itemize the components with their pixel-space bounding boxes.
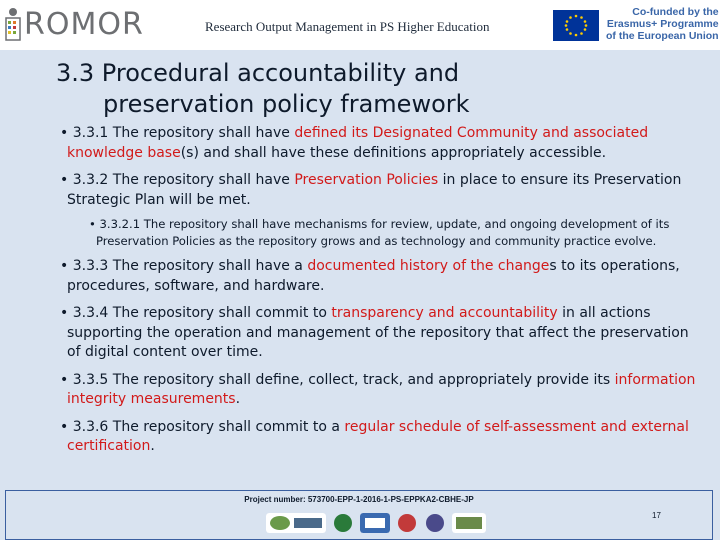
bullet-text: 3.3.5 The repository shall define, collect, track, and appropriately provide its bbox=[72, 371, 615, 388]
bullet-3-3-4: • 3.3.4 The repository shall commit to transparency and accountability in all actions supporting the operation and management of the repository that affect the preservation of digital content over time. bbox=[60, 305, 689, 360]
bullet-highlight: Preservation Policies bbox=[294, 172, 439, 188]
bullet-text: . bbox=[235, 391, 241, 407]
slide-title-line-2: preservation policy framework bbox=[103, 90, 470, 118]
bullet-text: 3.3.2 The repository shall have bbox=[72, 172, 295, 188]
bullet-text: in all actions supporting the operation and management of the repository that affect the preservation of digital content over time. bbox=[67, 305, 689, 360]
page-number: 17 bbox=[652, 511, 661, 520]
bullet-3-3-2: • 3.3.2 The repository shall have Preservation Policies in place to ensure its Preservation Strategic Plan will be met. bbox=[60, 172, 682, 208]
bullet-highlight: documented history of the change bbox=[307, 258, 550, 274]
header-title: Research Output Management in PS Higher Education bbox=[205, 19, 490, 34]
partner-logo-icon bbox=[452, 513, 486, 533]
partner-logo-icon bbox=[424, 513, 446, 533]
eu-line-3: of the European Union bbox=[606, 30, 719, 42]
bullet-3-3-1: • 3.3.1 The repository shall have defined its Designated Community and associated knowledge base(s) and shall have these definitions appropriately accessible. bbox=[60, 125, 649, 161]
bullet-highlight: information integrity measurements bbox=[67, 371, 696, 407]
partner-logo-icon bbox=[332, 513, 354, 533]
romor-logo-icon bbox=[4, 6, 22, 42]
eu-line-2: Erasmus+ Programme bbox=[606, 18, 719, 30]
partner-logo-icon bbox=[266, 513, 326, 533]
bullet-highlight: transparency and accountability bbox=[331, 305, 558, 321]
slide-footer bbox=[5, 490, 713, 540]
bullet-text: s to its operations, procedures, software, and hardware. bbox=[67, 258, 680, 294]
bullet-3-3-3: • 3.3.3 The repository shall have a documented history of the changes to its operations, procedures, software, and hardware. bbox=[60, 258, 680, 294]
bullet-3-3-6: • 3.3.6 The repository shall commit to a regular schedule of self-assessment and external certification. bbox=[60, 418, 689, 454]
slide-body bbox=[60, 124, 700, 465]
project-number: Project number: 573700-EPP-1-2016-1-PS-EPPKA2-CBHE-JP bbox=[244, 495, 474, 504]
slide-header bbox=[0, 0, 720, 50]
bullet-3-3-5: • 3.3.5 The repository shall define, collect, track, and appropriately provide its information integrity measurements. bbox=[60, 371, 696, 407]
logo-text: ROMOR bbox=[24, 6, 144, 42]
bullet-text: . bbox=[150, 438, 155, 454]
eu-cofunding-text bbox=[606, 6, 719, 42]
bullet-highlight: regular schedule of self-assessment and external certification bbox=[67, 418, 689, 454]
bullet-highlight: defined its Designated Community and associated knowledge base bbox=[67, 125, 649, 161]
eu-line-1: Co-funded by the bbox=[632, 6, 719, 18]
slide-title bbox=[56, 58, 696, 120]
bullet-text: in place to ensure its Preservation Strategic Plan will be met. bbox=[67, 172, 682, 208]
bullet-text: 3.3.1 The repository shall have bbox=[72, 125, 295, 141]
bullet-text: (s) and shall have these definitions appropriately accessible. bbox=[180, 144, 607, 161]
partner-logo-icon bbox=[360, 513, 390, 533]
romor-logo bbox=[4, 4, 144, 44]
bullet-3-3-2-1: • 3.3.2.1 The repository shall have mechanisms for review, update, and ongoing development of its Preservation Policies as the repository grows and as technology and community practice evolve. bbox=[89, 217, 670, 248]
slide-title-line-1: 3.3 Procedural accountability and bbox=[56, 59, 460, 87]
partner-logos bbox=[266, 511, 486, 535]
partner-logo-icon bbox=[396, 513, 418, 533]
bullet-text: 3.3.2.1 The repository shall have mechanisms for review, update, and ongoing development of its Preservation Policies as the repository grows and as technology and community practice evolve. bbox=[96, 217, 670, 248]
bullet-text: 3.3.6 The repository shall commit to a bbox=[72, 418, 345, 435]
eu-flag-icon bbox=[553, 10, 599, 41]
bullet-text: 3.3.3 The repository shall have a bbox=[72, 258, 308, 274]
bullet-text: 3.3.4 The repository shall commit to bbox=[72, 305, 332, 321]
